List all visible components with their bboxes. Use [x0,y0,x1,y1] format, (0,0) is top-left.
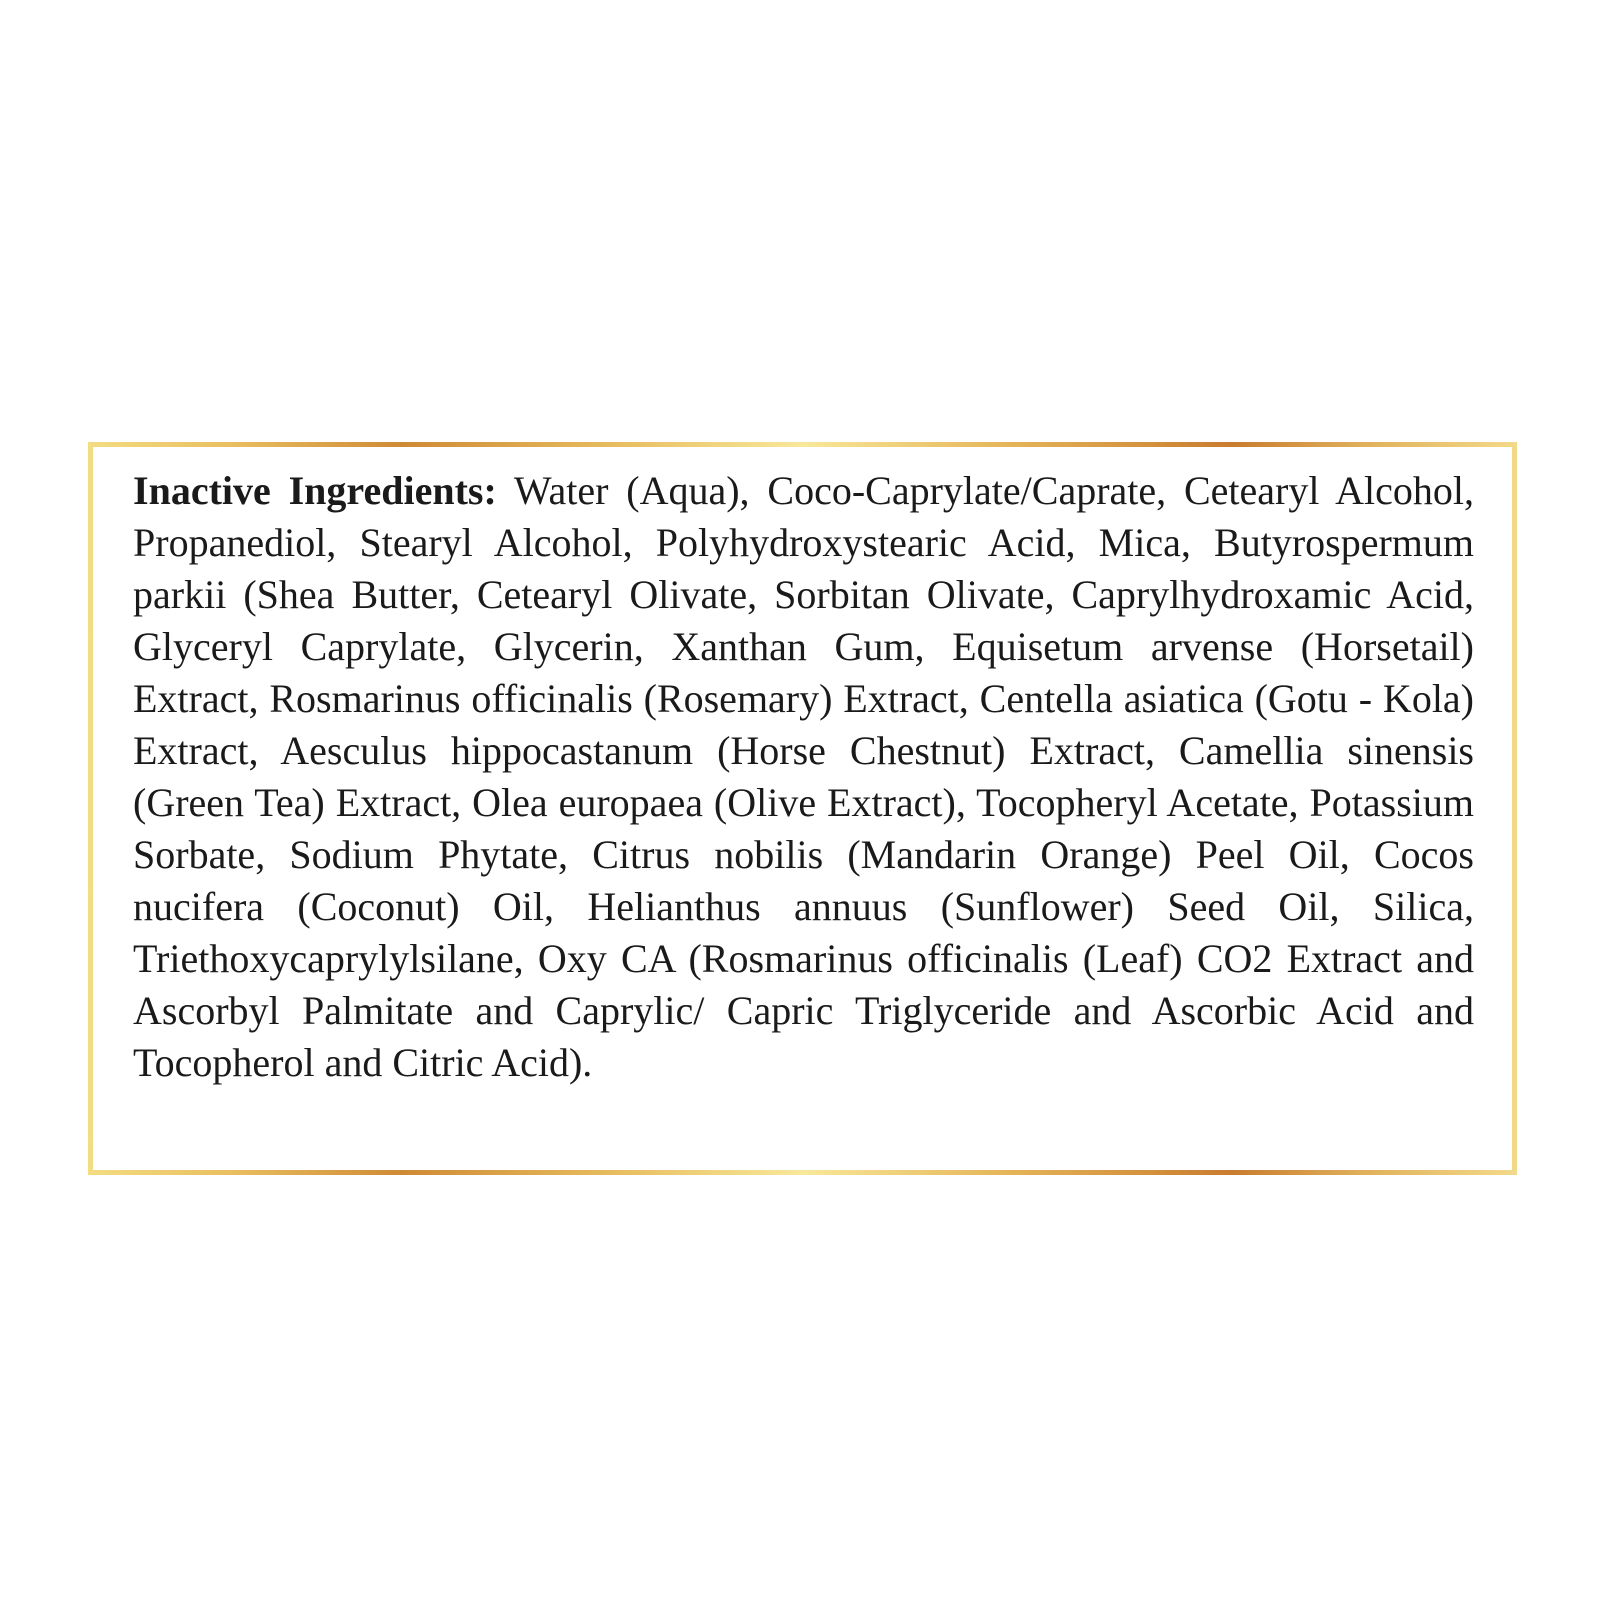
ingredients-paragraph [133,465,1474,1089]
ingredients-list: Water (Aqua), Coco-Caprylate/Caprate, Cetearyl Alcohol, Propanediol, Stearyl Alcohol, Polyhydroxystearic Acid, Mica, Butyrospermum parkii (Shea Butter, Cetearyl Olivate, Sorbitan Olivate, Caprylhydroxamic Acid, Glyceryl Caprylate, Glycerin, Xanthan Gum, Equisetum arvense (Horsetail) Extract, Rosmarinus officinalis (Rosemary) Extract, Centella asiatica (Gotu - Kola) Extract, Aesculus hippocastanum (Horse Chestnut) Extract, Camellia sinensis (Green Tea) Extract, Olea europaea (Olive Extract), Tocopheryl Acetate, Potassium Sorbate, Sodium Phytate, Citrus nobilis (Mandarin Orange) Peel Oil, Cocos nucifera (Coconut) Oil, Helianthus annuus (Sunflower) Seed Oil, Silica, Triethoxycaprylylsilane, Oxy CA (Rosmarinus officinalis (Leaf) CO2 Extract and Ascorbyl Palmitate and Caprylic/ Capric Triglyceride and Ascorbic Acid and Tocopherol and Citric Acid). [133,468,1475,1085]
ingredients-heading: Inactive Ingredients: [133,468,497,513]
ingredients-panel [93,447,1512,1170]
gold-border-frame [88,442,1517,1175]
